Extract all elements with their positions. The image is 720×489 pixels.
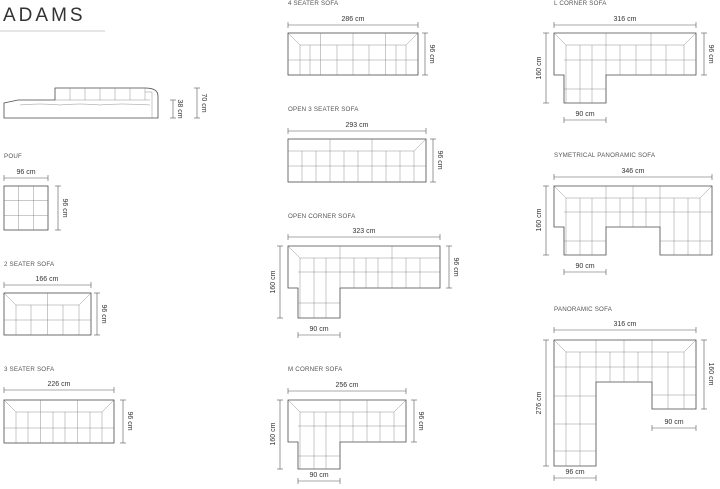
pouf-title: POUF: [4, 153, 22, 160]
open-corner-depth-dimension: [446, 246, 459, 288]
panoramic-drawing: [554, 340, 696, 466]
m-corner-depth-dimension: [411, 400, 424, 442]
sym-panoramic-length-text: 160 cm: [536, 208, 543, 232]
seater4-width-dimension: [288, 16, 418, 28]
l-corner-module-text: 90 cm: [575, 111, 595, 118]
panoramic-width-dimension: [554, 321, 696, 333]
sym-panoramic-module-dimension: [564, 263, 606, 275]
seater3-depth-dimension: [120, 400, 133, 443]
pouf-width-dimension: [4, 169, 48, 181]
panoramic-module-text: 90 cm: [664, 419, 684, 426]
seater2-width-text: 166 cm: [35, 276, 59, 283]
side-height-dimension: [194, 88, 207, 118]
sym-panoramic-length-dimension: [536, 186, 549, 255]
seater4-width-text: 286 cm: [341, 16, 365, 23]
side-height-text: 70 cm: [200, 93, 207, 113]
brand-title: ADAMS: [3, 5, 86, 26]
side-seat-dimension: [170, 99, 183, 118]
seater2-title: 2 SEATER SOFA: [4, 261, 55, 268]
open3-width-text: 293 cm: [345, 122, 369, 129]
m-corner-drawing: [288, 400, 406, 469]
open3-width-dimension: [288, 122, 426, 134]
seater4-depth-text: 96 cm: [428, 44, 435, 64]
l-corner-drawing: [554, 33, 696, 103]
sym-panoramic-module-text: 90 cm: [575, 263, 595, 270]
pouf-depth-dimension: [55, 186, 68, 230]
sym-panoramic-title: SYMETRICAL PANORAMIC SOFA: [554, 152, 656, 159]
panoramic-width-text: 316 cm: [613, 321, 637, 328]
open-corner-width-text: 323 cm: [352, 228, 376, 235]
l-corner-width-dimension: [554, 16, 696, 28]
m-corner-length-dimension: [270, 400, 283, 469]
l-corner-depth-dimension: [701, 33, 714, 75]
l-corner-depth-text: 96 cm: [707, 44, 714, 64]
open-corner-drawing: [288, 246, 440, 318]
pouf-drawing: [4, 186, 48, 230]
panoramic-module-dimension: [652, 419, 696, 431]
side-seat-text: 38 cm: [176, 99, 183, 119]
open3-depth-dimension: [430, 139, 443, 182]
sym-panoramic-width-dimension: [554, 168, 712, 180]
open-corner-depth-text: 96 cm: [452, 257, 459, 277]
seater3-drawing: [4, 400, 114, 443]
open3-drawing: [288, 139, 426, 182]
panoramic-length-right-text: 160 cm: [707, 362, 714, 386]
l-corner-module-dimension: [564, 111, 606, 123]
panoramic-depth-left-dimension: [536, 340, 549, 466]
sym-panoramic-width-text: 346 cm: [621, 168, 645, 175]
panoramic-depth-left-text: 276 cm: [536, 391, 543, 415]
seater4-title: 4 SEATER SOFA: [288, 0, 339, 7]
panoramic-bottom-width-dimension: [554, 469, 596, 481]
open3-depth-text: 96 cm: [436, 150, 443, 170]
pouf-depth-text: 96 cm: [61, 198, 68, 218]
m-corner-title: M CORNER SOFA: [288, 366, 343, 373]
l-corner-width-text: 316 cm: [613, 16, 637, 23]
side-view-drawing: [4, 88, 158, 118]
open3-title: OPEN 3 SEATER SOFA: [288, 106, 359, 113]
open-corner-module-text: 90 cm: [309, 326, 329, 333]
open-corner-module-dimension: [298, 326, 340, 338]
sym-panoramic-drawing: [554, 186, 712, 255]
seater3-title: 3 SEATER SOFA: [4, 366, 55, 373]
l-corner-title: L CORNER SOFA: [554, 0, 607, 7]
m-corner-width-dimension: [288, 382, 406, 394]
m-corner-width-text: 256 cm: [335, 382, 359, 389]
seater2-depth-dimension: [94, 293, 107, 335]
seater2-drawing: [4, 293, 91, 335]
open-corner-length-text: 160 cm: [270, 270, 277, 294]
open-corner-width-dimension: [288, 228, 440, 240]
l-corner-length-dimension: [536, 33, 549, 103]
seater3-width-text: 226 cm: [47, 381, 71, 388]
panoramic-bottom-width-text: 96 cm: [565, 469, 585, 476]
open-corner-title: OPEN CORNER SOFA: [288, 213, 356, 220]
seater3-depth-text: 96 cm: [126, 411, 133, 431]
panoramic-length-right-dimension: [701, 340, 714, 409]
panoramic-title: PANORAMIC SOFA: [554, 306, 613, 313]
open-corner-length-dimension: [270, 246, 283, 318]
seater2-width-dimension: [4, 276, 91, 288]
seater4-drawing: [288, 33, 418, 75]
m-corner-depth-text: 96 cm: [417, 411, 424, 431]
m-corner-length-text: 160 cm: [270, 422, 277, 446]
m-corner-module-text: 90 cm: [309, 472, 329, 479]
pouf-width-text: 96 cm: [16, 169, 36, 176]
l-corner-length-text: 160 cm: [536, 56, 543, 80]
seater3-width-dimension: [4, 381, 114, 393]
seater4-depth-dimension: [422, 33, 435, 75]
seater2-depth-text: 96 cm: [100, 304, 107, 324]
m-corner-module-dimension: [298, 472, 340, 484]
